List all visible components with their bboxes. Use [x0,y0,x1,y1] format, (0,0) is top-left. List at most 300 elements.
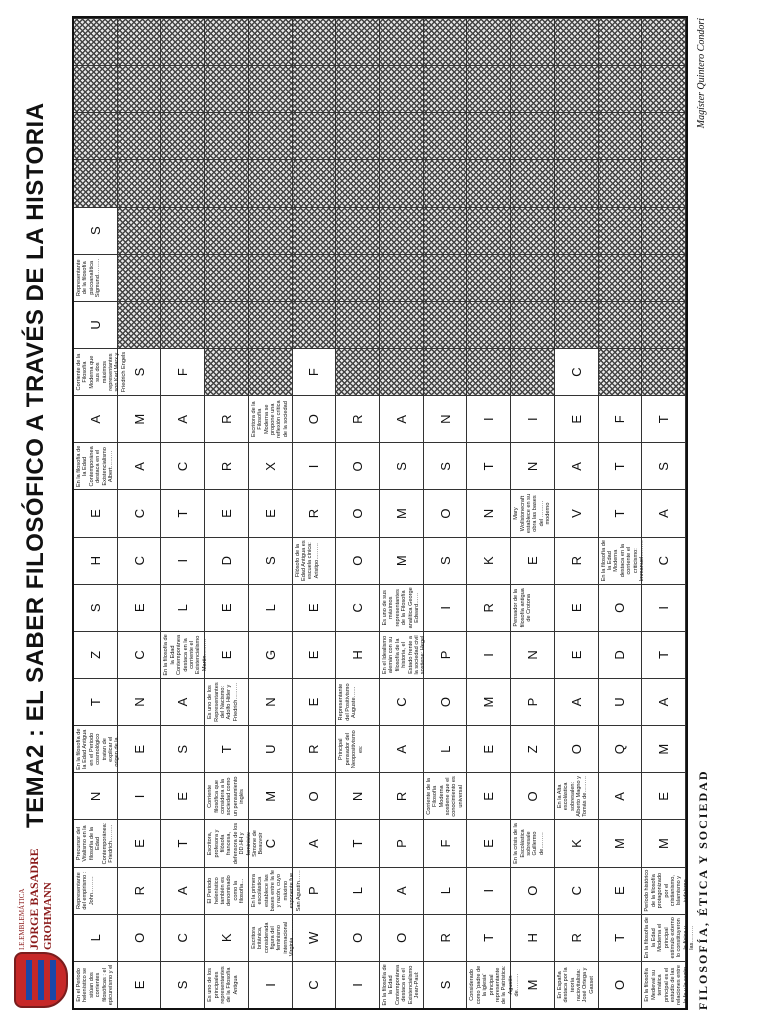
letter-cell: I [642,584,686,631]
letter-cell: E [118,725,162,772]
letter-cell: N [467,489,511,536]
letter-cell: R [293,489,337,536]
black-cell [511,348,555,395]
black-cell [74,159,118,206]
letter-cell: K [205,914,249,961]
letter-cell: A [118,442,162,489]
letter-cell: A [161,867,205,914]
black-cell [511,254,555,301]
letter-cell: X [249,442,293,489]
letter-cell: T [599,489,643,536]
letter-cell: S [424,537,468,584]
letter-cell: O [118,914,162,961]
letter-cell: E [205,489,249,536]
black-cell [511,65,555,112]
black-cell [118,207,162,254]
black-cell [336,112,380,159]
black-cell [293,207,337,254]
letter-cell: R [336,395,380,442]
clue-cell: Considerado como 'padre de la iglesia' principal representante de la Patrística: Agustín de……… [467,961,511,1008]
letter-cell: S [74,584,118,631]
black-cell [380,348,424,395]
letter-cell: E [599,867,643,914]
black-cell [293,254,337,301]
black-cell [205,207,249,254]
black-cell [249,301,293,348]
black-cell [467,254,511,301]
letter-cell: E [467,772,511,819]
letter-cell: E [118,961,162,1008]
letter-cell: T [467,914,511,961]
black-cell [555,301,599,348]
black-cell [599,65,643,112]
black-cell [336,65,380,112]
black-cell [293,65,337,112]
black-cell [642,254,686,301]
letter-cell: S [380,442,424,489]
letter-cell: T [599,914,643,961]
letter-cell: O [511,772,555,819]
letter-cell: O [424,678,468,725]
clue-cell: Filósofo de la Edad Antigua es escuela cínica: Aristipo……… [293,537,337,584]
black-cell [424,159,468,206]
letter-cell: E [555,584,599,631]
letter-cell: P [380,819,424,866]
letter-cell: S [161,725,205,772]
letter-cell: I [467,631,511,678]
letter-cell: R [118,867,162,914]
black-cell [249,65,293,112]
letter-cell: O [336,442,380,489]
letter-cell: C [161,914,205,961]
clue-cell: Representante del Positivismo Auguste…… [336,678,380,725]
clue-cell: En la filosofía de la Edad Moderna destaca en la corriente el criticismo: Immanuel……… [599,537,643,584]
black-cell [118,159,162,206]
letter-cell: A [599,772,643,819]
black-cell [118,18,162,65]
clue-cell: En el Idealismo alemán con su filosofía de la historia, el Estado frente a la sociedad civil sostiene: Hegel [380,631,424,678]
letter-cell: I [118,772,162,819]
black-cell [161,18,205,65]
letter-cell: P [511,678,555,725]
black-cell [467,348,511,395]
letter-cell: Z [511,725,555,772]
black-cell [74,65,118,112]
clue-cell: Mary Wollstonecraft establece en su obra las bases del ……… moderno [511,489,555,536]
black-cell [424,254,468,301]
black-cell [467,301,511,348]
letter-cell: N [511,442,555,489]
letter-cell: E [293,584,337,631]
black-cell [293,159,337,206]
black-cell [599,254,643,301]
letter-cell: S [424,961,468,1008]
letter-cell: T [205,725,249,772]
letter-cell: L [424,725,468,772]
letter-cell: O [336,489,380,536]
black-cell [336,348,380,395]
black-cell [511,301,555,348]
black-cell [380,65,424,112]
letter-cell: Q [599,725,643,772]
black-cell [118,65,162,112]
letter-cell: T [74,678,118,725]
letter-cell: L [424,867,468,914]
letter-cell: E [467,725,511,772]
black-cell [555,207,599,254]
clue-cell: Período histórico de la filosofía protagonizado por el cristianismo, Islamismo y judaísmo [642,867,686,914]
letter-cell: T [642,395,686,442]
letter-cell: C [293,961,337,1008]
letter-cell: E [249,489,293,536]
letter-cell: N [74,772,118,819]
black-cell [642,112,686,159]
school-crest-icon [14,952,68,1008]
black-cell [336,18,380,65]
letter-cell: D [205,537,249,584]
clue-cell: En la primera escolástica establece las bases entre la fe y razón, cuyo máximo exponente fue San Agustín…… [249,867,293,914]
letter-cell: M [380,489,424,536]
black-cell [642,18,686,65]
letter-cell: Z [74,631,118,678]
letter-cell: S [161,961,205,1008]
black-cell [161,207,205,254]
clue-cell: Escritora británica, considerada figura del feminismo internacional Virginia ……… [249,914,293,961]
clue-cell: En la filosofía de la Edad Antigua en el Periodo cosmológico tratan de explicar el origen de la… [74,725,118,772]
letter-cell: E [511,537,555,584]
letter-cell: O [336,537,380,584]
letter-cell: C [118,631,162,678]
black-cell [467,112,511,159]
letter-cell: I [161,537,205,584]
black-cell [424,65,468,112]
black-cell [599,159,643,206]
letter-cell: T [161,819,205,866]
black-cell [642,348,686,395]
clue-cell: En la filosofía de la Edad Contemporánea destaca en el Existencialismo Albert……… [74,442,118,489]
letter-cell: C [642,537,686,584]
letter-cell: R [555,537,599,584]
letter-cell: R [293,725,337,772]
black-cell [249,348,293,395]
letter-cell: O [599,961,643,1008]
letter-cell: N [336,772,380,819]
black-cell [511,18,555,65]
black-cell [336,301,380,348]
clue-cell: Corriente de la Filosofía Moderna sostiene que el conocimiento es universal [424,772,468,819]
letter-cell: O [293,395,337,442]
clue-cell: Escritora, profesora y filósofa francesa, defensora de los DD.HH y feminista: Simone de Beauvoir [205,819,249,866]
letter-cell: L [74,914,118,961]
letter-cell: T [336,819,380,866]
black-cell [205,159,249,206]
letter-cell: P [293,867,337,914]
letter-cell: R [424,914,468,961]
letter-cell: F [161,348,205,395]
letter-cell: F [424,819,468,866]
letter-cell: O [380,914,424,961]
letter-cell: T [599,442,643,489]
black-cell [249,254,293,301]
letter-cell: E [293,631,337,678]
black-cell [467,18,511,65]
letter-cell: E [118,584,162,631]
logo-line-1: I.E.EMBLEMÁTICA [18,888,26,950]
black-cell [161,301,205,348]
clue-cell: Pensador de la filosofía antigua de Crotona [511,584,555,631]
clue-cell: Precursor del Vitalismo en la filosofía de la Edad Contemporánea: Friedrich……… [74,819,118,866]
letter-cell: I [424,584,468,631]
letter-cell: S [118,348,162,395]
black-cell [249,18,293,65]
worksheet [6,8,736,1018]
letter-cell: A [642,678,686,725]
clue-cell: Es uno de los principales representantes de la Filosofía Antigua [205,961,249,1008]
black-cell [205,301,249,348]
letter-cell: C [555,867,599,914]
letter-cell: A [161,395,205,442]
black-cell [161,112,205,159]
letter-cell: L [336,867,380,914]
black-cell [424,18,468,65]
black-cell [205,254,249,301]
letter-cell: R [205,442,249,489]
letter-cell: V [555,489,599,536]
clue-cell: Corriente de la Filosofía Moderna que sus dos máximos representantes son Karl Marx y Friedrich Engels [74,348,118,395]
black-cell [293,301,337,348]
black-cell [424,348,468,395]
letter-cell: N [511,631,555,678]
letter-cell: T [467,442,511,489]
letter-cell: H [336,631,380,678]
logo-line-2: JORGE BASADRE [27,848,41,950]
clue-cell: Representante del empirismo : John……… [74,867,118,914]
letter-cell: I [511,395,555,442]
letter-cell: N [424,395,468,442]
clue-cell: En España destaca por la teoría raciovitalista: José Ortega y Gasset [555,961,599,1008]
letter-cell: O [599,584,643,631]
letter-cell: F [599,395,643,442]
black-cell [642,159,686,206]
black-cell [161,254,205,301]
letter-cell: E [161,772,205,819]
letter-cell: E [74,489,118,536]
letter-cell: A [555,442,599,489]
black-cell [424,112,468,159]
letter-cell: U [599,678,643,725]
black-cell [249,207,293,254]
letter-cell: C [555,348,599,395]
black-cell [380,254,424,301]
black-cell [642,65,686,112]
black-cell [599,348,643,395]
letter-cell: M [467,678,511,725]
black-cell [642,207,686,254]
letter-cell: K [555,819,599,866]
crossword-grid [72,16,696,1010]
letter-cell: S [642,442,686,489]
letter-cell: M [511,961,555,1008]
letter-cell: S [424,442,468,489]
letter-cell: P [424,631,468,678]
course-name: FILOSOFÍA, ÉTICA Y SOCIEDAD [696,769,710,1010]
letter-cell: E [642,772,686,819]
letter-cell: A [74,395,118,442]
black-cell [555,65,599,112]
worksheet-title: TEMA2 : EL SABER FILOSÓFICO A TRAVÉS DE LA HISTORIA [22,102,49,828]
letter-cell: R [555,914,599,961]
letter-cell: A [642,489,686,536]
black-cell [467,159,511,206]
clue-cell: En la Alta escolástica sobresalen: Alberto Magno y Tomás de……… [555,772,599,819]
clue-cell: En la crisis de la Escolástica sobresale Guillermo de……… [511,819,555,866]
letter-cell: I [467,867,511,914]
black-cell [599,112,643,159]
letter-cell: G [249,631,293,678]
letter-cell: O [424,489,468,536]
letter-cell: C [336,584,380,631]
letter-cell: T [161,489,205,536]
letter-cell: I [249,961,293,1008]
letter-cell: I [467,395,511,442]
letter-cell: E [118,819,162,866]
black-cell [599,207,643,254]
letter-cell: U [249,725,293,772]
black-cell [249,159,293,206]
letter-cell: A [555,678,599,725]
letter-cell: F [293,348,337,395]
author-signature: Magíster Quintero Condori [696,18,707,129]
black-cell [205,348,249,395]
letter-cell: M [599,819,643,866]
letter-cell: M [380,537,424,584]
letter-cell: C [380,678,424,725]
letter-cell: R [205,395,249,442]
letter-cell: A [380,725,424,772]
black-cell [599,301,643,348]
black-cell [511,207,555,254]
school-logo [12,848,66,1008]
black-cell [205,112,249,159]
clue-cell: Es uno de los Representantes del Nacismo: Adolfo Hitler y Friedrich……… [205,678,249,725]
letter-cell: A [293,819,337,866]
letter-cell: R [380,772,424,819]
black-cell [336,159,380,206]
black-cell [555,112,599,159]
black-cell [118,301,162,348]
letter-cell: L [161,584,205,631]
black-cell [555,159,599,206]
black-cell [511,159,555,206]
letter-cell: L [249,584,293,631]
letter-cell: C [118,489,162,536]
letter-cell: N [249,678,293,725]
black-cell [424,207,468,254]
black-cell [205,65,249,112]
letter-cell: C [118,537,162,584]
clue-cell: El Periodo helenístico también es denominado como la filosofía… [205,867,249,914]
black-cell [380,301,424,348]
letter-cell: E [293,678,337,725]
black-cell [336,207,380,254]
black-cell [380,18,424,65]
clue-cell: Escritora de la Filosofía Moderna se propone una reflexión crítica de la sociedad [249,395,293,442]
black-cell [293,112,337,159]
clue-cell: Principal pensador del Neopositivismo es: [336,725,380,772]
clue-cell: En la filosofía de la Edad Moderna el principal estímulo externo lo constituyeron la física y las……… [642,914,686,961]
clue-cell: Corriente filosófica que considera a la sociedad como un pensamiento inglés [205,772,249,819]
clue-cell: Representante de la filosofía psicoanalítica Sigmund……… [74,254,118,301]
letter-cell: S [74,207,118,254]
letter-cell: M [249,772,293,819]
black-cell [380,207,424,254]
letter-cell: E [555,395,599,442]
letter-cell: N [118,678,162,725]
black-cell [161,159,205,206]
black-cell [380,112,424,159]
black-cell [511,112,555,159]
clue-cell: En la filosofía de la Edad Contemporánea destaca en el Existencialismo Jean-Paul: [380,961,424,1008]
black-cell [555,18,599,65]
clue-cell: En la filosofía de la Edad Contemporánea destaca en la corriente el Existencialismo Martin……… [161,631,205,678]
letter-cell: I [293,442,337,489]
black-cell [642,301,686,348]
letter-cell: U [74,301,118,348]
letter-cell: E [205,631,249,678]
letter-cell: M [118,395,162,442]
black-cell [74,112,118,159]
letter-cell: O [511,867,555,914]
letter-cell: O [336,914,380,961]
letter-cell: H [74,537,118,584]
letter-cell: C [249,819,293,866]
black-cell [118,254,162,301]
black-cell [380,159,424,206]
black-cell [161,65,205,112]
letter-cell: M [642,725,686,772]
black-cell [467,65,511,112]
letter-cell: S [249,537,293,584]
letter-cell: E [205,584,249,631]
clue-cell: Es uno de sus máximos representantes de la Filosofía analítica George Edward…… [380,584,424,631]
letter-cell: I [336,961,380,1008]
letter-cell: A [380,867,424,914]
black-cell [336,254,380,301]
clue-cell: En el Periodo helenístico se sitúan dos corrientes filosóficas : el epicureísmo y el …………… [74,961,118,1008]
letter-cell: A [161,678,205,725]
letter-cell: O [293,772,337,819]
black-cell [424,301,468,348]
logo-line-3: GROHMANN [42,882,54,950]
black-cell [205,18,249,65]
letter-cell: R [467,584,511,631]
black-cell [74,18,118,65]
letter-cell: E [467,819,511,866]
clue-cell: En la filosofía Medieval su temática principal es el estudio de las relaciones entre la fe y la razón [642,961,686,1008]
black-cell [293,18,337,65]
letter-cell: A [380,395,424,442]
black-cell [599,18,643,65]
letter-cell: D [599,631,643,678]
letter-cell: C [161,442,205,489]
letter-cell: W [293,914,337,961]
letter-cell: O [555,725,599,772]
black-cell [555,254,599,301]
black-cell [118,112,162,159]
letter-cell: T [642,631,686,678]
letter-cell: H [511,914,555,961]
letter-cell: K [467,537,511,584]
